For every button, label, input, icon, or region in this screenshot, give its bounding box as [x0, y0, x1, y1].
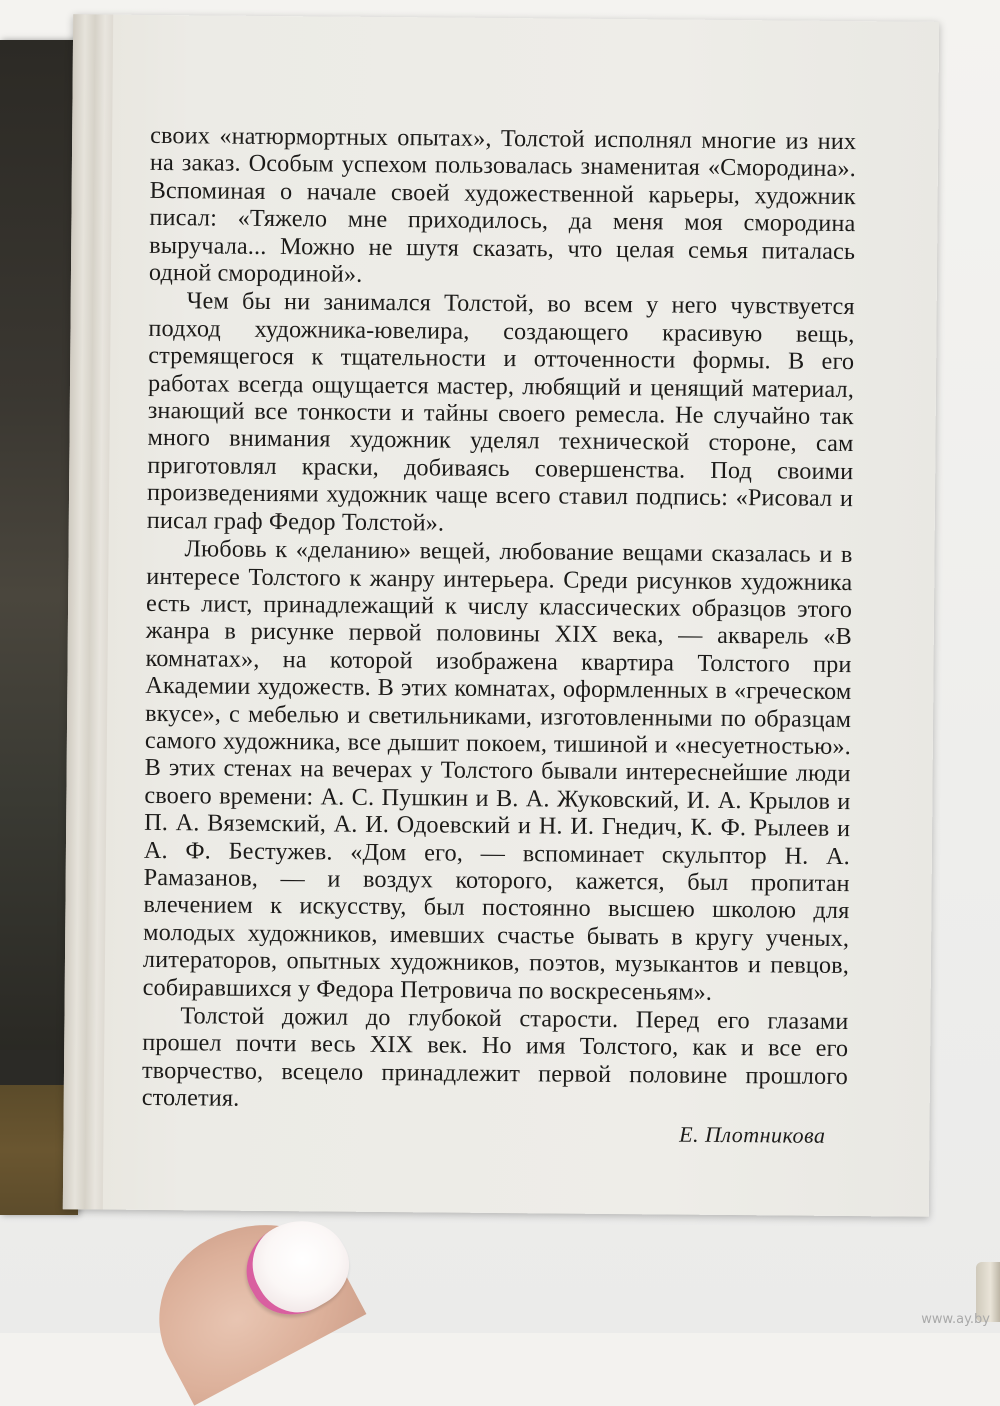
booklet-page: [63, 14, 939, 1217]
paragraph-2: Чем бы ни занимался Толстой, во всем у него чувствуется подход художника-ювелира, создающего красивую вещь, стремящегося к тщательности и отточенности формы. В его работах всегда ощущается мастер, любящий и ценящий материал, знающий все тонкости и тайны своего ремесла. Не случайно так много внимания художник уделял технической стороне, сам приготовлял краски, добиваясь совершенства. Под своими произведениями художник чаще всего ставил подпись: «Рисовал и писал граф Федор Толстой».: [146, 287, 855, 537]
article-text: [142, 122, 857, 1118]
paragraph-1: своих «натюрмортных опытах», Толстой исполнял многие из них на заказ. Особым успехом пользовалась знаменитая «Смородина». Вспоминая о начале своей художественной карьеры, художник писал: «Тяжело мне приходилось, да меня моя смородина выручала... Можно не шутя сказать, что целая семья питалась одной смородиной».: [148, 121, 857, 288]
site-watermark: www.ay.by: [921, 1312, 990, 1327]
paragraph-4: Толстой дожил до глубокой старости. Перед его глазами прошел почти весь XIX век. Но имя Толстого, как и все его творчество, всецело принадлежит первой половине прошлого столетия.: [141, 1002, 849, 1112]
paragraph-3: Любовь к «деланию» вещей, любование вещами сказалась и в интересе Толстого к жанру интерьера. Среди рисунков художника есть лист, принадлежащий к числу классических образцов этого жанра в рисунке первой половины XIX века, — акварель «В комнатах», на которой изображена квартира Толстого при Академии художеств. В этих комнатах, оформленных в «греческом вкусе», с мебелью и светильниками, изготовленными по образцам самого художника, все дышит покоем, тишиной и «несуетностью». В этих стенах на вечерах у Толстого бывали интереснейшие люди своего времени: А. С. Пушкин и В. А. Жуковский, И. А. Крылов и П. А. Вяземский, А. И. Одоевский и Н. И. Гнедич, К. Ф. Рылеев и А. Ф. Бестужев. «Дом его, — вспоминает скульптор Н. А. Рамазанов, — и воздух которого, кажется, был пропитан влечением к искусству, был постоянно высшею школою для молодых художников, имевших счастье бывать в кругу ученых, литераторов, опытных художников, поэтов, музыкантов и певцов, собиравшихся у Федора Петровича по воскресеньям».: [142, 535, 853, 1006]
author-signature: Е. Плотникова: [679, 1121, 826, 1148]
